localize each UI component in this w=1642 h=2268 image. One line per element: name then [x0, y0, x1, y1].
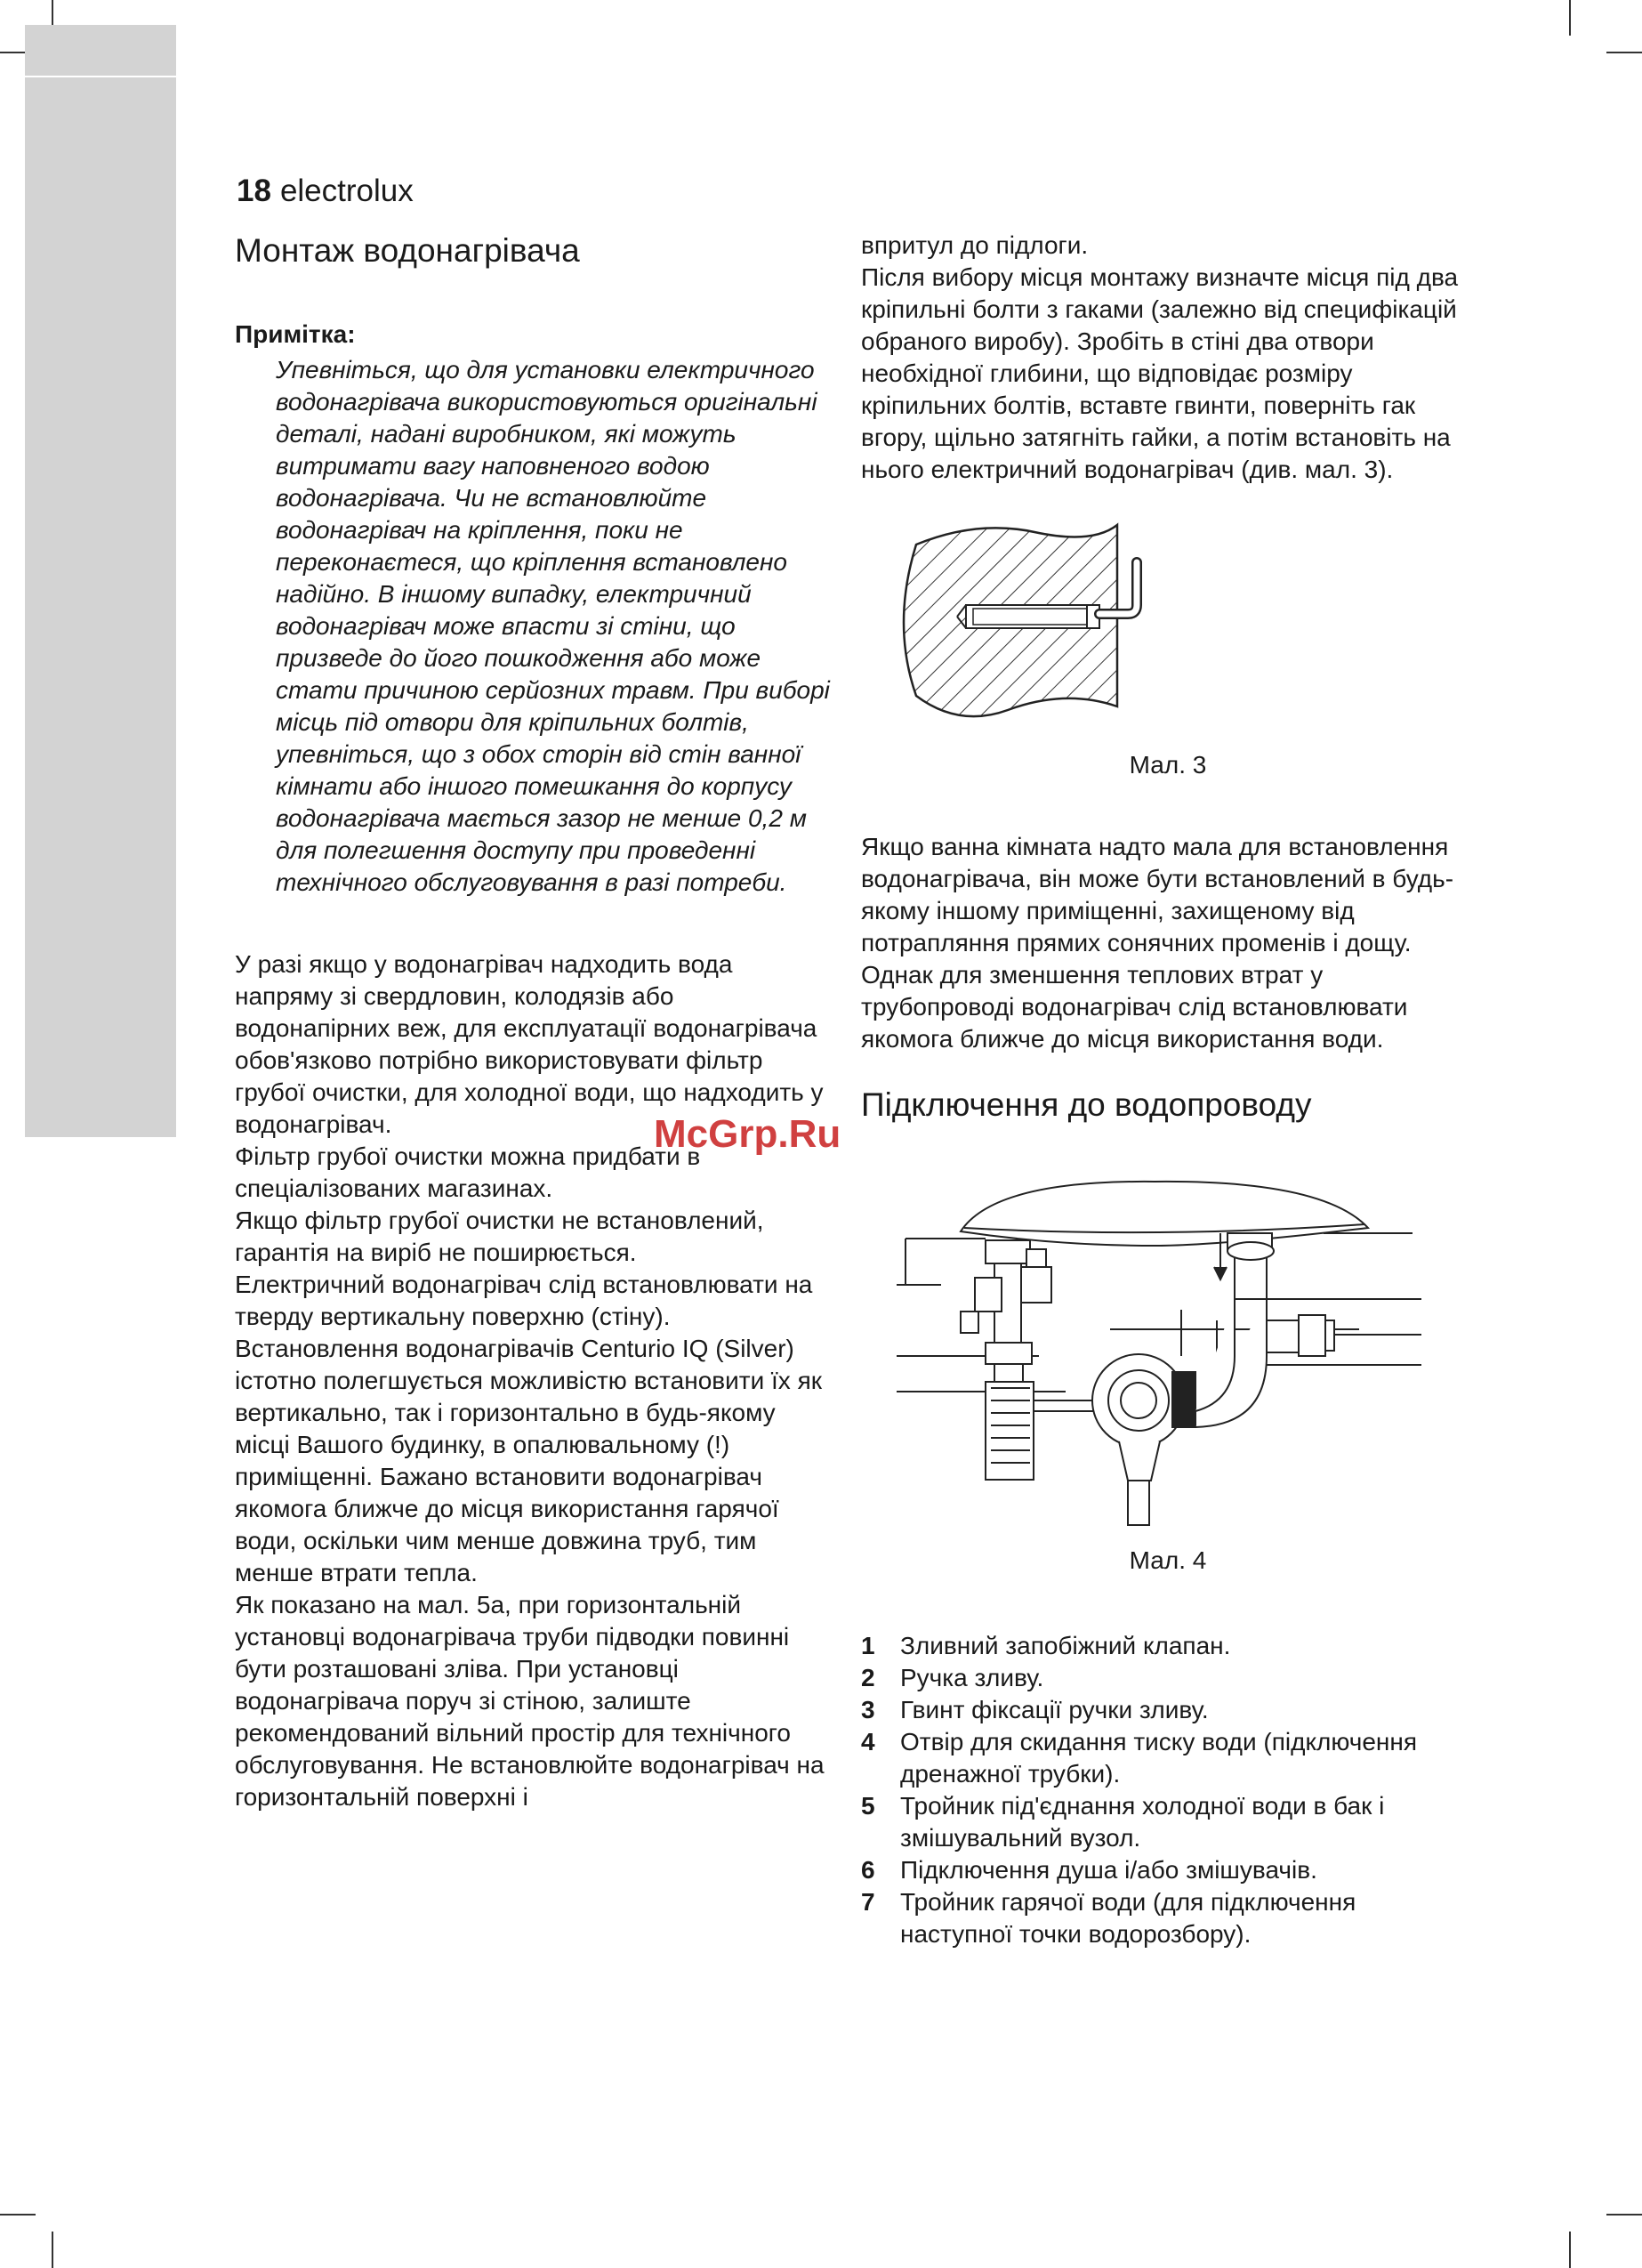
paragraph-floor-continuation: впритул до підлоги. [861, 231, 1089, 259]
figure-3 [861, 518, 1475, 731]
page-header [237, 174, 414, 209]
list-item-number: 7 [861, 1888, 875, 1917]
list-item [861, 1726, 1475, 1790]
note-text: Упевніться, що для установки електричного водонагрівача використовуються оригінальні деталі, надані виробником, які можуть витримати вагу наповненого водою водонагрівача. Чи не встановлюйте водонагрівач на кріплення, поки не переконаєтеся, що кріплення встановлено надійно. В іншому випадку, електричний водонагрівач може впасти зі стіни, що призведе до його пошкодження або може стати причиною серйозних травм. При виборі місць під отвори для кріпильних болтів, упевніться, що з обох сторін від стін ванної кімнати або іншого помешкання до корпусу водонагрівача мається зазор не менше 0,2 м для полегшення доступу при проведенні технічного обслуговування в разі потреби. [276, 356, 830, 897]
shower-connector [1172, 1372, 1195, 1427]
list-item-text: Зливний запобіжний клапан. [900, 1632, 1231, 1660]
page-number: 18 [237, 174, 271, 208]
paragraph-filter-purchase: Фільтр грубої очистки можна придбати в спеціалізованих магазинах. [235, 1142, 701, 1203]
list-item-number: 4 [861, 1728, 875, 1756]
bolt-shaft [973, 609, 1096, 625]
figure-4-caption: Мал. 4 [1129, 1546, 1207, 1575]
crop-mark [1569, 2232, 1571, 2268]
list-item-number: 6 [861, 1856, 875, 1885]
side-band [25, 25, 176, 1137]
list-item-number: 3 [861, 1696, 875, 1724]
crop-mark [1606, 2214, 1642, 2216]
list-item-text: Отвір для скидання тиску води (підключення дренажної трубки). [900, 1728, 1417, 1788]
cold-supply-pipe [986, 1382, 1034, 1480]
safety-valve [1021, 1267, 1051, 1303]
side-band-divider [25, 76, 176, 77]
hot-tee [1267, 1320, 1299, 1352]
crop-mark [52, 2232, 53, 2268]
paragraph-small-room: Якщо ванна кімната надто мала для встановлення водонагрівача, він може бути встановлений в будь-якому іншому приміщенні, захищеному від потрапляння прямих сонячних променів і дощу. Однак для зменшення теплових втрат у трубопроводі водонагрівач слід встановлювати якомога ближче до місця використання води. [861, 833, 1454, 1053]
right-column [861, 230, 1475, 1950]
list-item [861, 1886, 1475, 1950]
brand-name: electrolux [279, 174, 414, 208]
watermark[interactable]: McGrp.Ru [654, 1112, 841, 1156]
list-item-text: Ручка зливу. [900, 1664, 1044, 1692]
list-item [861, 1694, 1475, 1726]
figure-3-caption: Мал. 3 [1129, 751, 1207, 779]
list-item [861, 1662, 1475, 1694]
wall-bolt-diagram [861, 518, 1475, 731]
section-title-water-connection: Підключення до водопроводу [861, 1086, 1312, 1123]
list-item-text: Гвинт фіксації ручки зливу. [900, 1696, 1209, 1724]
paragraph-mounting-surface: Електричний водонагрівач слід встановлювати на тверду вертикальну поверхню (стіну). Встановлення водонагрівачів Centurio IQ (Silver) істотно полегшується можливістю встановити їх як вертикально, так і горизонтально в будь-якому місці Вашого будинку, в опалювальному (!) приміщенні. Бажано встановити водонагрівач якомога ближче до місця використання гарячої води, оскільки чим менше довжина труб, тим менше втрати тепла. [235, 1271, 822, 1587]
crop-mark [0, 2214, 36, 2216]
paragraph-filter: У разі якщо у водонагрівач надходить вода напряму зі свердловин, колодязів або водонапірних веж, для експлуатації водонагрівача обов'язково потрібно використовувати фільтр грубої очистки, для холодної води, що надходить у водонагрівач. [235, 950, 824, 1139]
list-item [861, 1790, 1475, 1854]
list-item-number: 5 [861, 1792, 875, 1820]
list-item-number: 2 [861, 1664, 875, 1692]
paragraph-bolt-mounting: Після вибору місця монтажу визначте місця під два кріпильні болти з гаками (залежно від специфікацій обраного виробу). Зробіть в стіні два отвори необхідної глибини, що відповідає розміру кріпильних болтів, вставте гвинти, поверніть гак вгору, щільно затягніть гайки, а потім встановіть на нього електричний водонагрівач (див. мал. 3). [861, 263, 1459, 483]
left-column [235, 230, 831, 1813]
crop-mark [1569, 0, 1571, 36]
paragraph-warranty: Якщо фільтр грубої очистки не встановлений, гарантія на виріб не поширюється. [235, 1207, 764, 1267]
list-item [861, 1854, 1475, 1886]
list-item-text: Тройник гарячої води (для підключення наступної точки водорозбору). [900, 1888, 1356, 1949]
water-connection-diagram [861, 1178, 1475, 1534]
list-item [861, 1630, 1475, 1662]
paragraph-horizontal-install: Як показано на мал. 5a, при горизонтальній установці водонагрівача труби підводки повинні бути розташовані зліва. При установці водонагрівача поруч зі стіною, залиште рекомендований вільний простір для технічного обслуговування. Не встановлюйте водонагрівач на горизонтальній поверхні і [235, 1591, 825, 1812]
tank-bottom [961, 1182, 1368, 1246]
note-title: Примітка: [235, 320, 356, 349]
component-list [861, 1630, 1475, 1950]
figure-4 [861, 1178, 1475, 1534]
section-title-installation: Монтаж водонагрівача [235, 232, 580, 269]
list-item-text: Підключення душа і/або змішувачів. [900, 1856, 1317, 1885]
list-item-text: Тройник під'єднання холодної води в бак і змішувальний вузол. [900, 1792, 1385, 1852]
list-item-number: 1 [861, 1632, 875, 1660]
crop-mark [1606, 52, 1642, 53]
